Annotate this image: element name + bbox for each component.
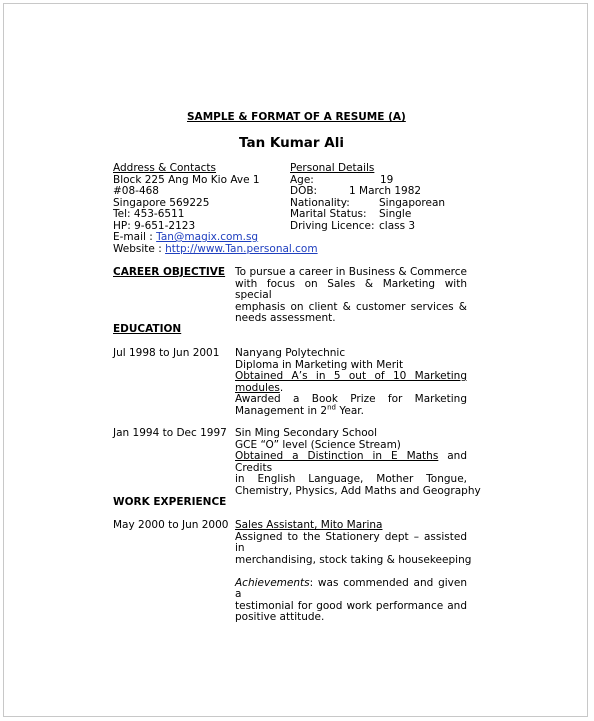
- career-line: To pursue a career in Business & Commerce: [235, 266, 467, 278]
- award-line-2-pre: Management in 2: [235, 404, 328, 417]
- education-1-details: [235, 348, 467, 417]
- email-link[interactable]: Tan@magix.com.sg: [156, 231, 259, 243]
- personal-heading: Personal Details: [290, 162, 375, 174]
- document-title: SAMPLE & FORMAT OF A RESUME (A): [187, 111, 406, 123]
- marital-label: Marital Status:: [290, 208, 367, 220]
- address-heading: Address & Contacts: [113, 162, 217, 174]
- work-details: [235, 519, 472, 624]
- education-2-details: [235, 427, 481, 497]
- obtained-tail: .: [279, 381, 284, 394]
- achievements-line-2: testimonial for good work performance and: [235, 599, 467, 612]
- gce-level: GCE “O” level (Science Stream): [235, 438, 401, 451]
- handphone: HP: 9-651-2123: [113, 219, 196, 232]
- address-line-1: Block 225 Ang Mo Kio Ave 1: [113, 173, 260, 186]
- age-label: Age:: [290, 173, 314, 186]
- website-label: Website :: [113, 242, 166, 255]
- applicant-name: Tan Kumar Ali: [239, 135, 344, 151]
- dob-label: DOB:: [290, 185, 318, 197]
- position: Sales Assistant, Mito Marina: [235, 519, 383, 531]
- work-dates: May 2000 to Jun 2000: [113, 519, 229, 531]
- duty-line-1: Assigned to the Stationery dept – assisted in: [235, 530, 467, 554]
- award-line-1: Awarded a Book Prize for Marketing: [235, 393, 467, 405]
- education-heading: EDUCATION: [113, 323, 182, 335]
- address-line-2: #08-468: [113, 185, 159, 197]
- achievements-line-1: [235, 578, 467, 601]
- career-line: with focus on Sales & Marketing with special: [235, 277, 467, 301]
- achievements-label: Achievements: [235, 576, 310, 589]
- award-superscript: nd: [327, 403, 336, 411]
- achievements-rest: : was commended and given a: [235, 576, 467, 600]
- marital-value: Single: [379, 208, 412, 220]
- career-line: emphasis on client & customer services &: [235, 300, 467, 313]
- work-experience-heading: WORK EXPERIENCE: [113, 496, 227, 508]
- licence-label: Driving Licence:: [290, 219, 375, 232]
- nationality-label: Nationality:: [290, 196, 350, 209]
- award-line-2-post: Year.: [336, 404, 364, 417]
- obtained-line-1: Obtained A’s in 5 out of 10 Marketing: [235, 370, 467, 382]
- school-name: Sin Ming Secondary School: [235, 427, 378, 439]
- distinction-underlined: Obtained a Distinction in E Maths: [235, 450, 439, 462]
- credits-line-2: in English Language, Mother Tongue,: [235, 473, 467, 485]
- education-1-dates: Jul 1998 to Jun 2001: [113, 347, 220, 359]
- telephone: Tel: 453-6511: [113, 208, 185, 220]
- licence-value: class 3: [379, 219, 416, 232]
- website-link[interactable]: http://www.Tan.personal.com: [165, 242, 318, 255]
- distinction-line: [235, 451, 467, 474]
- achievements-line-3: positive attitude.: [235, 611, 325, 623]
- distinction-rest: and Credits: [235, 450, 468, 474]
- diploma: Diploma in Marketing with Merit: [235, 358, 404, 371]
- personal-details-section: [290, 163, 470, 175]
- obtained-modules: modules: [235, 381, 280, 394]
- address-line-3: Singapore 569225: [113, 196, 210, 209]
- career-objective-heading: CAREER OBJECTIVE: [113, 266, 226, 278]
- career-objective-text: [235, 267, 467, 325]
- nationality-value: Singaporean: [379, 196, 446, 209]
- career-line: needs assessment.: [235, 312, 336, 324]
- age-value: 19: [380, 173, 394, 186]
- email-label: E-mail :: [113, 231, 157, 243]
- website-row: [113, 244, 345, 256]
- award-line-2: [235, 403, 467, 418]
- credits-line-3: Chemistry, Physics, Add Maths and Geography: [235, 484, 481, 497]
- education-2-dates: Jan 1994 to Dec 1997: [113, 427, 227, 439]
- school-name: Nanyang Polytechnic: [235, 347, 346, 359]
- dob-value: 1 March 1982: [349, 185, 422, 197]
- duty-line-2: merchandising, stock taking & housekeeping: [235, 553, 472, 566]
